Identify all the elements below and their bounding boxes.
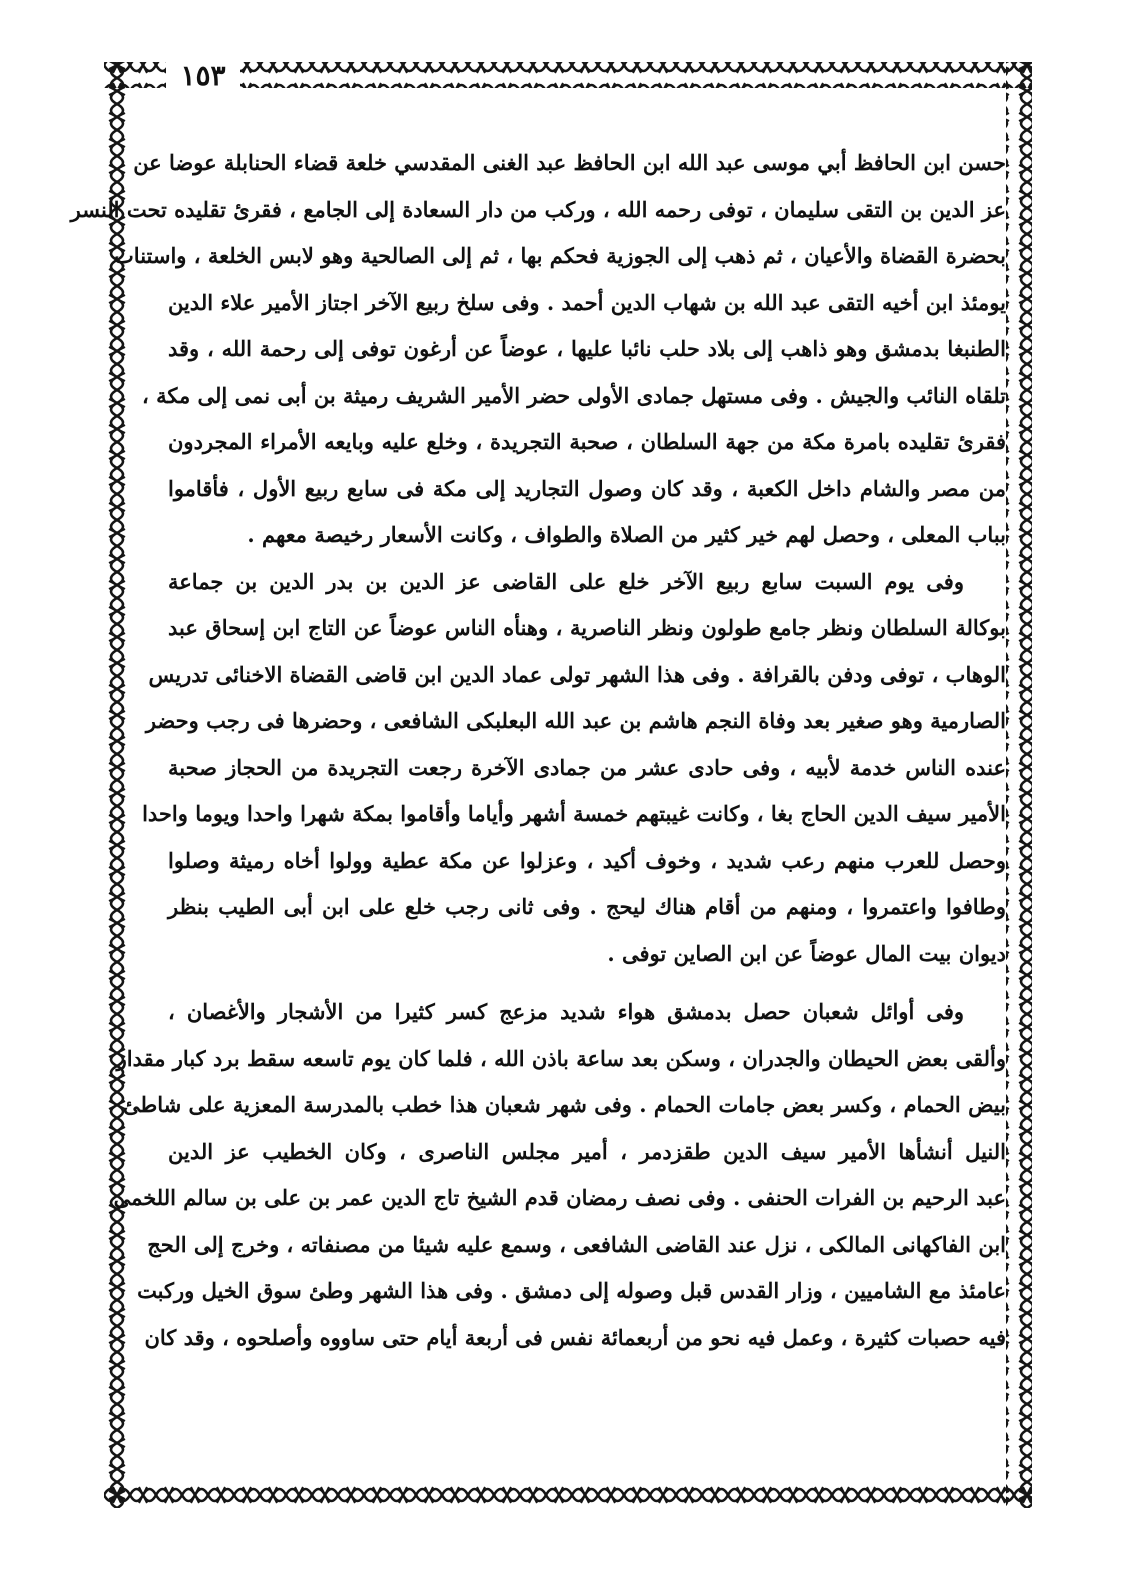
text-line: ابن الفاكهانى المالكى ، نزل عند القاضى الشافعى ، وسمع عليه شيئا من مصنفاته ، وخرج إلى الحج [147,1231,1006,1257]
text-line: الأمير سيف الدين الحاج بغا ، وكانت غيبتهم خمسة أشهر وأياما وأقاموا بمكة شهرا واحدا ويوما واحدا [142,801,1006,826]
text-line: الصارمية وهو صغير بعد وفاة النجم هاشم بن عبد الله البعلبكى الشافعى ، وحضرها فى رجب وحضر [145,708,1006,733]
paragraph-3 [113,989,1006,1361]
text-line: وفى أوائل شعبان حصل بدمشق هواء شديد مزعج كسر كثيرا من الأشجار والأغصان ، [168,999,964,1024]
text-line: عبد الرحيم بن الفرات الحنفى . وفى نصف رمضان قدم الشيخ تاج الدين عمر بن على بن سالم اللخمى [113,1185,1006,1210]
text-line: حسن ابن الحافظ أبي موسى عبد الله ابن الحافظ عبد الغنى المقدسي خلعة قضاء الحنابلة عوضا عن [133,150,1006,175]
text-line: ديوان بيت المال عوضاً عن ابن الصاين توفى . [607,940,1006,966]
text-line: تلقاه النائب والجيش . وفى مستهل جمادى الأولى حضر الأمير الشريف رميثة بن أبى نمى إلى مكة ، [142,382,1006,408]
paragraph-1 [70,140,1006,559]
paragraph-spacer [168,977,1006,989]
page-number: ١٥٣ [166,58,240,92]
text-line: فيه حصبات كثيرة ، وعمل فيه نحو من أربعمائة نفس فى أربعة أيام حتى ساووه وأصلحوه ، وقد كان [144,1324,1006,1350]
text-line: الطنبغا بدمشق وهو ذاهب إلى بلاد حلب نائبا عليها ، عوضاً عن أرغون توفى إلى رحمة الله ، وقد [168,336,1006,361]
text-line: الوهاب ، توفى ودفن بالقرافة . وفى هذا الشهر تولى عماد الدين ابن قاضى القضاة الاخنائى تدريس [148,661,1006,687]
text-line: من مصر والشام داخل الكعبة ، وقد كان وصول التجاريد إلى مكة فى سابع ربيع الأول ، فأقاموا [168,475,1006,501]
main-text [70,140,1006,1361]
text-line: عز الدين بن التقى سليمان ، توفى رحمه الله ، وركب من دار السعادة إلى الجامع ، فقرئ تقليده تحت النسر [70,196,1006,222]
text-line: وألقى بعض الحيطان والجدران ، وسكن بعد ساعة باذن الله ، فلما كان يوم تاسعه سقط برد كبار مقدار [116,1045,1006,1071]
text-line: فقرئ تقليده بامرة مكة من جهة السلطان ، صحبة التجريدة ، وخلع عليه وبايعه الأمراء المجردون [168,429,1006,454]
text-line: وطافوا واعتمروا ، ومنهم من أقام هناك ليحج . وفى ثانى رجب خلع على ابن أبى الطيب بنظر [168,894,1006,919]
text-line: وحصل للعرب منهم رعب شديد ، وخوف أكيد ، وعزلوا عن مكة عطية وولوا أخاه رميثة وصلوا [168,847,1006,873]
text-line: عنده الناس خدمة لأبيه ، وفى حادى عشر من جمادى الآخرة رجعت التجريدة من الحجاز صحبة [168,754,1006,780]
text-line: يومئذ ابن أخيه التقى عبد الله بن شهاب الدين أحمد . وفى سلخ ربيع الآخر اجتاز الأمير علاء الدين [167,289,1006,315]
text-line: بباب المعلى ، وحصل لهم خير كثير من الصلاة والطواف ، وكانت الأسعار رخيصة معهم . [247,522,1006,547]
text-line: بيض الحمام ، وكسر بعض جامات الحمام . وفى شهر شعبان هذا خطب بالمدرسة المعزية على شاطئ [123,1092,1006,1117]
text-line: بوكالة السلطان ونظر جامع طولون ونظر الناصرية ، وهنأه الناس عوضاً عن التاج ابن إسحاق عبد [168,615,1006,640]
text-line: بحضرة القضاة والأعيان ، ثم ذهب إلى الجوزية فحكم بها ، ثم إلى الصالحية وهو لابس الخلعة ، واستناب [114,243,1006,268]
text-line: وفى يوم السبت سابع ربيع الآخر خلع على القاضى عز الدين بن بدر الدين بن جماعة [168,568,964,594]
paragraph-2 [142,559,1006,978]
text-line: عامئذ مع الشاميين ، وزار القدس قبل وصوله إلى دمشق . وفى هذا الشهر وطئ سوق الخيل وركبت [137,1278,1006,1303]
text-line: النيل أنشأها الأمير سيف الدين طقزدمر ، أمير مجلس الناصرى ، وكان الخطيب عز الدين [168,1138,1006,1164]
